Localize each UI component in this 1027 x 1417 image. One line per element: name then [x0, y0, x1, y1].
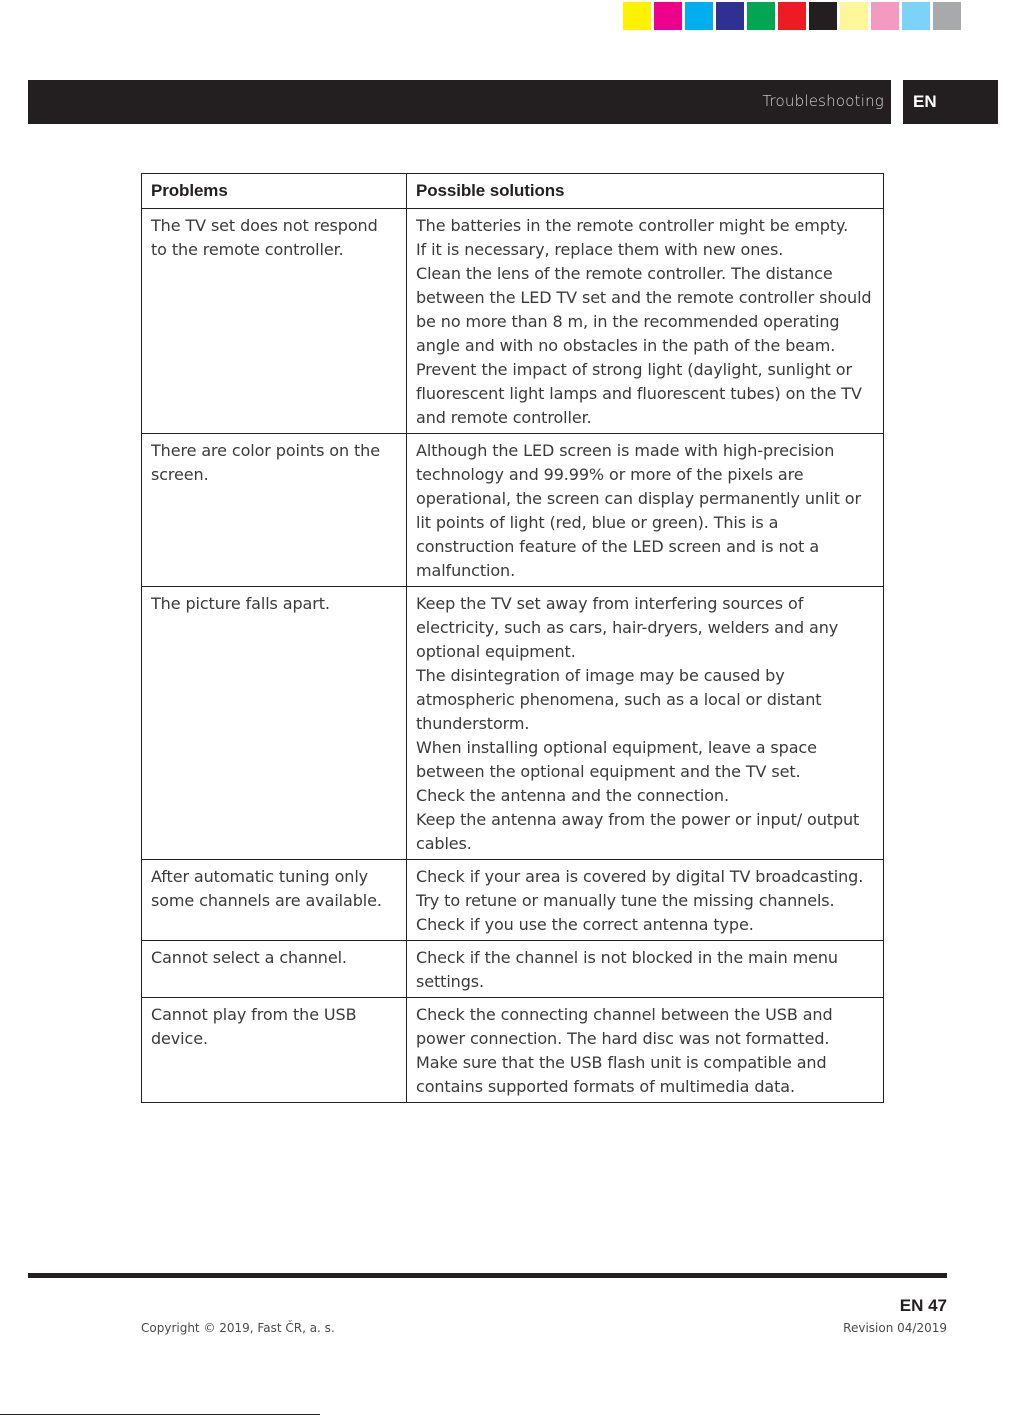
table-header-row	[142, 174, 884, 209]
color-swatch	[871, 2, 899, 30]
solution-line: The disintegration of image may be caused by atmospheric phenomena, such as a local or distant thunderstorm.	[416, 666, 822, 733]
table-row	[142, 434, 884, 587]
color-swatch	[623, 2, 651, 30]
solution-line: If it is necessary, replace them with new ones.	[416, 240, 784, 259]
footer-rule	[28, 1273, 947, 1278]
solution-cell	[407, 941, 884, 998]
table-row	[142, 998, 884, 1103]
color-swatch	[840, 2, 868, 30]
solution-line: Keep the TV set away from interfering sources of electricity, such as cars, hair-dryers, welders and any optional equipment.	[416, 594, 839, 661]
solution-line: Check if your area is covered by digital TV broadcasting. Try to retune or manually tune the missing channels.	[416, 867, 864, 910]
color-swatch	[654, 2, 682, 30]
solution-line: Check the antenna and the connection.	[416, 786, 729, 805]
color-swatch	[902, 2, 930, 30]
section-title: Troubleshooting	[762, 92, 884, 110]
column-header-problems: Problems	[142, 174, 407, 209]
solution-cell	[407, 587, 884, 860]
table-row	[142, 941, 884, 998]
problem-cell: The TV set does not respond to the remote controller.	[142, 209, 407, 434]
table-row	[142, 587, 884, 860]
solution-line: Keep the antenna away from the power or input/ output cables.	[416, 810, 860, 853]
problem-cell: Cannot select a channel.	[142, 941, 407, 998]
table-row	[142, 209, 884, 434]
color-swatch	[716, 2, 744, 30]
solution-line: Clean the lens of the remote controller. The distance between the LED TV set and the remote controller should be no more than 8 m, in the recommended operating angle and with no obstacles in the path of the beam. Prevent the impact of strong light (daylight, sunlight or fluorescent light lamps and fluorescent tubes) on the TV and remote controller.	[416, 264, 872, 427]
language-badge: EN	[903, 80, 998, 124]
color-calibration-strip	[623, 2, 964, 30]
color-swatch	[933, 2, 961, 30]
color-swatch	[747, 2, 775, 30]
troubleshooting-table	[141, 173, 884, 1103]
solution-cell	[407, 209, 884, 434]
solution-line: Make sure that the USB flash unit is compatible and contains supported formats of multimedia data.	[416, 1053, 827, 1096]
solution-cell	[407, 434, 884, 587]
solution-cell	[407, 860, 884, 941]
color-swatch	[778, 2, 806, 30]
table-row	[142, 860, 884, 941]
copyright-text: Copyright © 2019, Fast ČR, a. s.	[141, 1321, 335, 1335]
page-number: EN 47	[899, 1296, 947, 1315]
problem-cell: After automatic tuning only some channels are available.	[142, 860, 407, 941]
problem-cell: Cannot play from the USB device.	[142, 998, 407, 1103]
solution-line: Check if the channel is not blocked in the main menu settings.	[416, 948, 838, 991]
column-header-solutions: Possible solutions	[407, 174, 884, 209]
solution-line: Check if you use the correct antenna type.	[416, 915, 754, 934]
color-swatch	[685, 2, 713, 30]
problem-cell: There are color points on the screen.	[142, 434, 407, 587]
solution-line: Check the connecting channel between the USB and power connection. The hard disc was not formatted.	[416, 1005, 833, 1048]
solution-line: Although the LED screen is made with high-precision technology and 99.99% or more of the pixels are operational, the screen can display permanently unlit or lit points of light (red, blue or green). This is a construction feature of the LED screen and is not a malfunction.	[416, 441, 861, 580]
solution-cell	[407, 998, 884, 1103]
revision-text: Revision 04/2019	[843, 1321, 947, 1335]
problem-cell: The picture falls apart.	[142, 587, 407, 860]
color-swatch	[809, 2, 837, 30]
bottom-rule	[0, 1414, 320, 1415]
solution-line: When installing optional equipment, leave a space between the optional equipment and the TV set.	[416, 738, 817, 781]
solution-line: The batteries in the remote controller might be empty.	[416, 216, 849, 235]
